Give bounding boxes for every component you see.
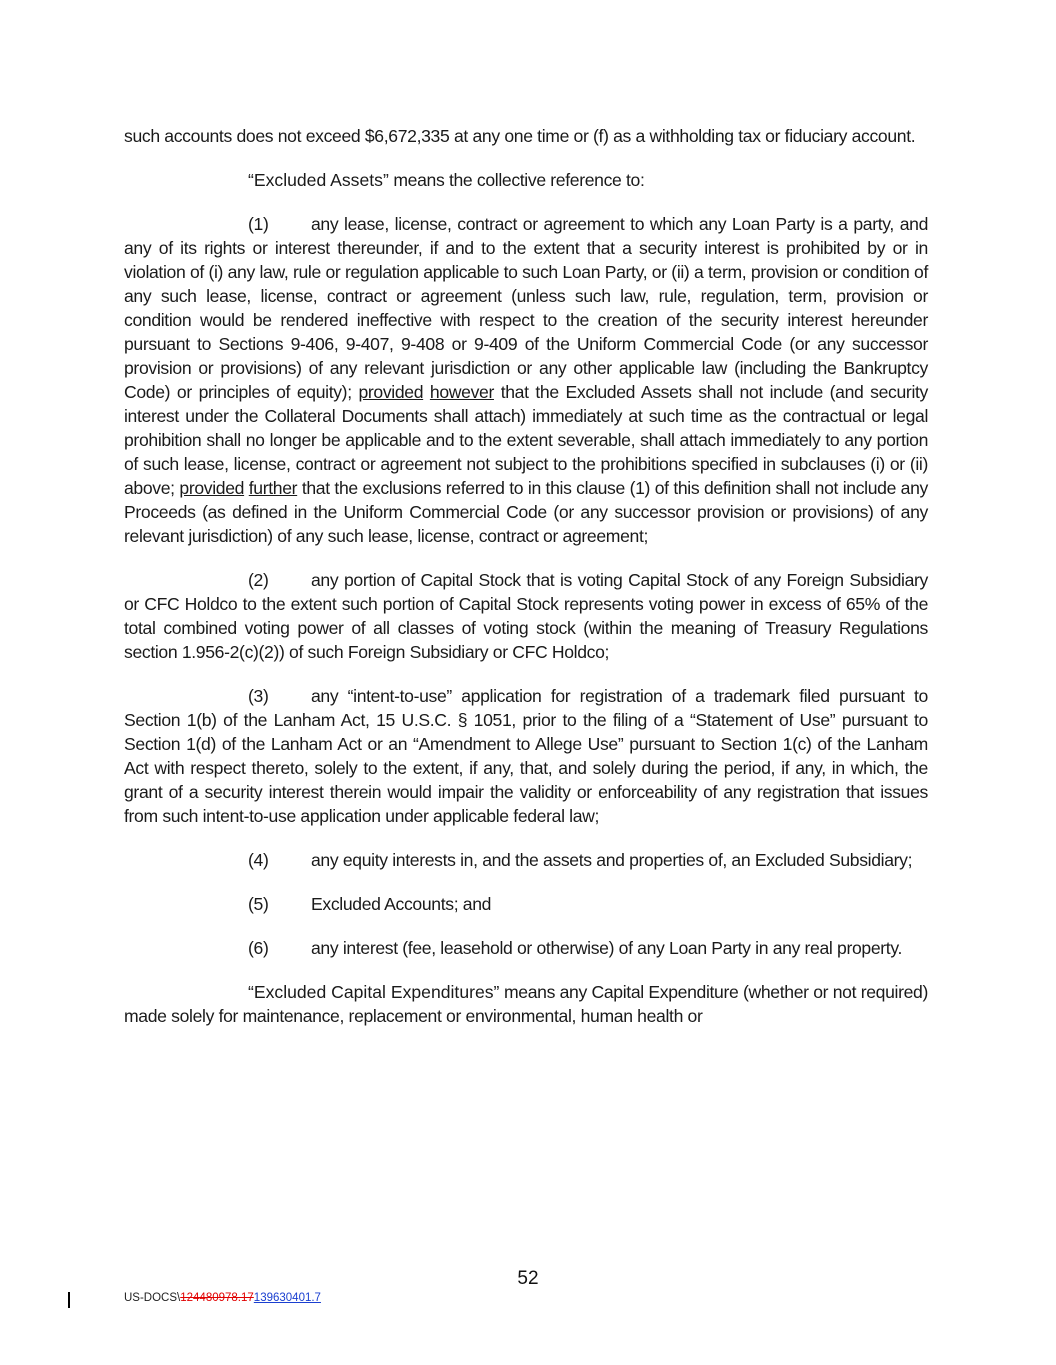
clause-number: (6) [248,938,269,958]
clause-number: (2) [248,570,269,590]
clause-4 [124,848,928,872]
clause-number: (1) [248,214,269,234]
definition-text: means the collective reference to: [388,170,645,190]
clause-number: (3) [248,686,269,706]
clause-text: any lease, license, contract or agreement to which any Loan Party is a party, and any of its rights or interest thereunder, if and to the extent that a security interest is prohibited by or in violation of (i) any law, rule or regulation applicable to such Loan Party, or (ii) a term, provision or condition of any such lease, license, contract or agreement (unless such law, rule, regulation, term, provision or condition would be rendered ineffective with respect to the creation of the security interest hereunder pursuant to Sections 9-406, 9-407, 9-408 or 9-409 of the Uniform Commercial Code (or any successor provision or provisions) of any relevant jurisdiction or any other applicable law (including the Bankruptcy Code) or principles of equity); [124,214,928,402]
document-footer [124,1292,321,1304]
paragraph-accounts: such accounts does not exceed $6,672,335 at any one time or (f) as a withholding tax or fiduciary account. [124,126,916,146]
defined-term: “Excluded Capital Expenditures” [248,982,500,1002]
clause-text: Excluded Accounts; and [311,894,492,914]
definition-text: means any Capital Expenditure (whether or not required) made solely for maintenance, replacement or environmental, human health or [124,982,928,1026]
clause-text: any equity interests in, and the assets and properties of, an Excluded Subsidiary; [311,850,913,870]
clause-text: any “intent-to-use” application for registration of a trademark filed pursuant to Section 1(b) of the Lanham Act, 15 U.S.C. § 1051, prior to the filing of a “Statement of Use” pursuant to Section 1(d) of the Lanham Act or an “Amendment to Allege Use” pursuant to Section 1(c) of the Lanham Act with respect thereto, solely to the extent, if any, that, and solely during the period, if any, in which, the grant of a security interest therein would impair the validity or enforceability of any registration that issues from such intent-to-use application under applicable federal law; [124,686,928,826]
clause-2 [124,568,928,664]
underlined-term: further [248,478,298,498]
clause-1 [124,212,928,548]
clause-3 [124,684,928,828]
deleted-doc-id: 124480978.17 [180,1292,254,1304]
inserted-doc-id: 139630401.7 [253,1292,321,1304]
page-number: 52 [517,1268,539,1289]
clause-text: that the Excluded Assets shall not include (and security interest under the Collateral Documents shall attach) immediately at such time as the contractual or legal prohibition shall no longer be applicable and to the extent severable, shall attach immediately to any portion of such lease, license, contract or agreement not subject to the prohibitions specified in subclauses (i) or (ii) above; [124,382,928,498]
underlined-term: provided [179,478,245,498]
clause-text: any interest (fee, leasehold or otherwise) of any Loan Party in any real property. [311,938,902,958]
defined-term: “Excluded Assets” [248,170,389,190]
clause-text: any portion of Capital Stock that is voting Capital Stock of any Foreign Subsidiary or CFC Holdco to the extent such portion of Capital Stock represents voting power in excess of 65% of the total combined voting power of all classes of voting stock (within the meaning of Treasury Regulations section 1.956-2(c)(2)) of such Foreign Subsidiary or CFC Holdco; [124,570,928,662]
change-bar [68,1292,70,1308]
clause-text: that the exclusions referred to in this clause (1) of this definition shall not include any Proceeds (as defined in the Uniform Commercial Code (or any successor provision or provisions) of any relevant jurisdiction) of any such lease, license, contract or agreement; [124,478,928,546]
clause-6 [124,936,928,960]
clause-5 [124,892,928,916]
underlined-term: however [429,382,494,402]
underlined-term: provided [358,382,424,402]
footer-prefix: US-DOCS\ [124,1292,181,1304]
clause-number: (5) [248,894,269,914]
definition-excluded-capex [124,980,928,1028]
document-body [124,124,928,1048]
definition-excluded-assets [124,168,928,192]
clause-number: (4) [248,850,269,870]
